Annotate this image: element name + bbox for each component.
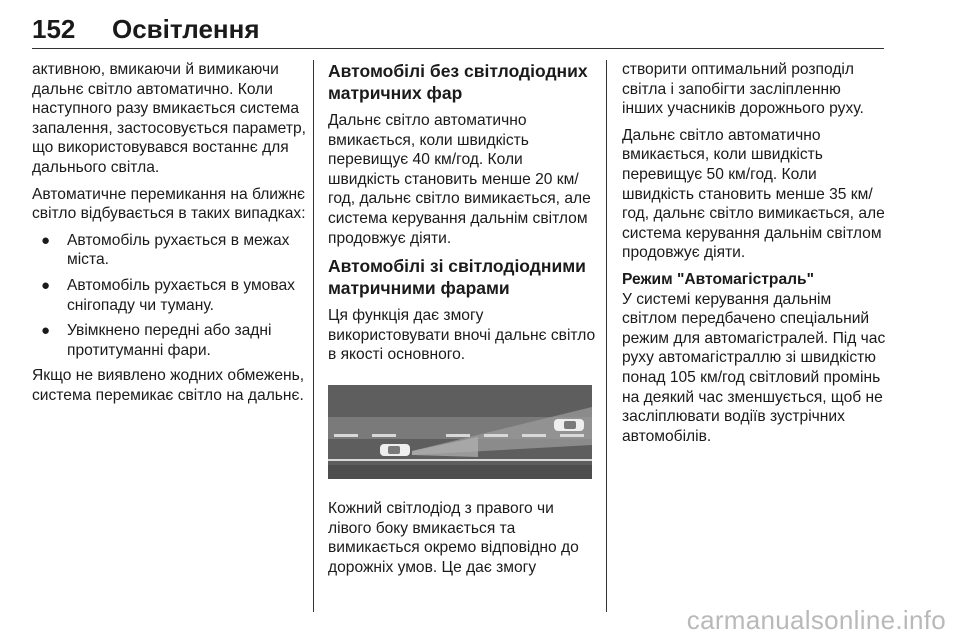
column-divider <box>606 60 607 612</box>
paragraph: створити оптимальний розподіл світла і запобігти засліпленню інших учасників дорожнього руху. <box>622 61 864 118</box>
paragraph: активною, вмикаючи й вимикаючи дальнє світло автоматично. Коли наступного разу вмикається система запалення, застосовується параметр, що використовувався востаннє для дальнього світла. <box>32 61 306 176</box>
page-header <box>32 12 884 48</box>
section-heading: Автомобілі без світлодіодних матричних фар <box>328 61 588 103</box>
list-item: ● Автомобіль рухається в межах міста. <box>41 231 290 269</box>
bullet-list <box>32 231 308 361</box>
own-car-icon <box>380 444 410 456</box>
paragraph: Якщо не виявлено жодних обмежень, система перемикає світло на дальнє. <box>32 367 305 404</box>
paragraph: Дальнє світло автоматично вмикається, коли швидкість перевищує 50 км/год. Коли швидкість становить менше 35 км/год, дальнє світло вимикається, але система керування дальнім світлом продовжує діяти. <box>622 126 885 262</box>
column-2 <box>328 60 596 584</box>
bullet-icon: ● <box>41 276 51 294</box>
column-divider <box>313 60 314 612</box>
paragraph: Дальнє світло автоматично вмикається, коли швидкість перевищує 40 км/год. Коли швидкість становить менше 20 км/год, дальнє світло вимикається, але система керування дальнім світлом продовжує діяти. <box>328 112 591 247</box>
headlight-illustration <box>328 385 592 479</box>
column-1 <box>32 60 308 413</box>
paragraph: Ця функція дає змогу використовувати вночі дальнє світло в якості основного. <box>328 307 596 364</box>
list-item: ● Увімкнено передні або задні протитуманні фари. <box>41 322 272 359</box>
bullet-icon: ● <box>41 231 51 249</box>
oncoming-car-icon <box>554 419 584 431</box>
section-heading: Режим "Автомагістраль" <box>622 270 814 288</box>
page-number: 152 <box>32 14 76 44</box>
section-heading: Автомобілі зі світлодіодними матричними фарами <box>328 256 586 299</box>
bullet-icon: ● <box>41 322 51 340</box>
paragraph: Автоматичне перемикання на ближнє світло відбувається в таких випадках: <box>32 185 306 223</box>
paragraph: У системі керування дальнім світлом передбачено спеціальний режим для автомагістралей. Під час руху автомагістраллю зі швидкістю понад 105 км/год світловий промінь на деякий час зменшується, щоб не засліплювати водіїв зустрічних автомобілів. <box>622 290 886 445</box>
paragraph: Кожний світлодіод з правого чи лівого боку вмикається та вимикається окремо відповідно до дорожніх умов. Це дає змогу <box>328 499 579 576</box>
road-shoulder <box>328 465 592 479</box>
list-item: ● Автомобіль рухається в умовах снігопаду чи туману. <box>41 276 295 314</box>
header-rule <box>32 48 884 49</box>
column-3 <box>622 60 886 453</box>
page-title: Освітлення <box>112 14 260 44</box>
watermark: carmanualsonline.info <box>686 605 946 635</box>
